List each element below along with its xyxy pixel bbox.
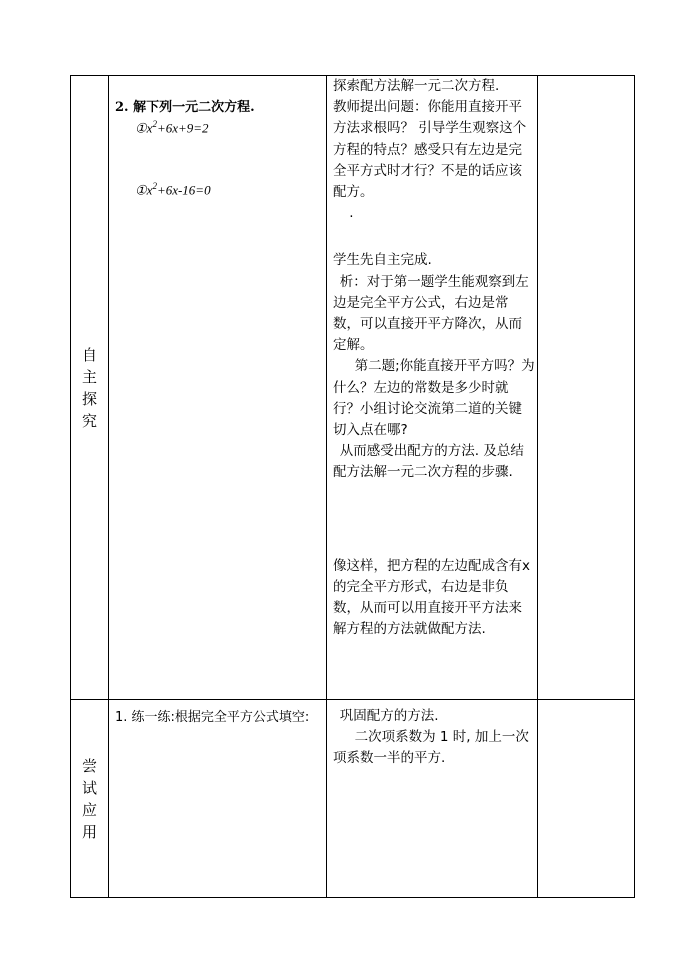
equation-1: $①x^2+6x+9=2$ xyxy=(135,119,209,136)
practice-cell: 1. 练一练:根据完全平方公式填空: xyxy=(109,700,327,898)
note-line: 教师提出问题：你能用直接开平方法求根吗？ 引导学生观察这个方程的特点？感受只有左边是完全平方式时才行？不是的话应该配方。 xyxy=(333,99,527,201)
practice-notes-cell xyxy=(327,700,538,898)
teaching-notes-cell xyxy=(327,76,538,700)
remarks-cell-2 xyxy=(538,700,635,898)
note-line: 探索配方法解一元二次方程. xyxy=(333,78,500,94)
equation-2: $①x^2+6x-16=0$ xyxy=(135,181,211,198)
note-line: 像这样，把方程的左边配成含有x的完全平方形式，右边是非负数，从而可以用直接开平方法来解方程的方法就做配方法. xyxy=(333,557,530,638)
activity-cell xyxy=(109,76,327,700)
row-trial-application xyxy=(71,700,635,898)
lesson-plan-table xyxy=(70,75,635,898)
note-line: 析：对于第一题学生能观察到左边是完全平方公式，右边是常数，可以直接开平方降次，从而定解。 xyxy=(333,273,529,354)
note-line: 学生先自主完成. xyxy=(333,252,432,269)
note-line: 从而感受出配方的方法. 及总结配方法解一元二次方程的步骤. xyxy=(333,443,524,481)
task-title: 2. 解下列一元二次方程. xyxy=(115,100,255,115)
note-line: . xyxy=(349,205,354,222)
note-line: 二次项系数为 1 时, 加上一次项系数一半的平方. xyxy=(333,729,529,767)
section-label-trial-application: 尝 试 应 用 xyxy=(71,700,109,898)
remarks-cell xyxy=(538,76,635,700)
note-line: 第二题;你能直接开平方吗？为什么？左边的常数是多少时就行？小组讨论交流第二道的关键切入点在哪? xyxy=(333,358,535,439)
row-self-exploration xyxy=(71,76,635,700)
note-line: 巩固配方的方法. xyxy=(339,708,439,724)
section-label-self-exploration: 自 主 探 究 xyxy=(71,76,109,700)
